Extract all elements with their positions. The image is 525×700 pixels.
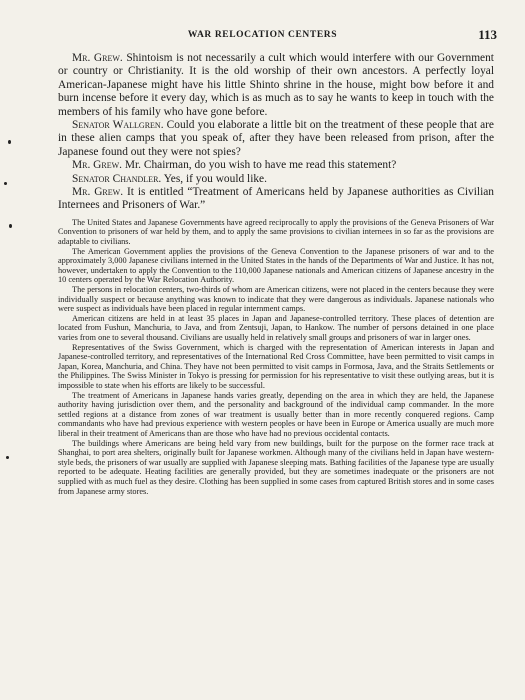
- statement-paragraph: The buildings where Americans are being held vary from new buildings, built for the purpose on the former race track at Shanghai, to port area shelters, originally built for Japanese workmen. Although many of the civilians held in Japan have western-style beds, the prisoners of war usually are supplied with Japanese sleeping mats. Bathing facilities of the Japanese type are usually reported to be adequate. Heating facilities are generally provided, but they are sometimes inadequate or the prisoners are not supplied with as much fuel as they desire. Clothing has been supplied in some cases from captured British stores and in some cases from Japanese army stores.: [58, 438, 494, 496]
- statement-paragraph: Representatives of the Swiss Government, which is charged with the representation of American interests in Japan and Japanese-controlled territory, and representatives of the International Red Cross Committee, have been permitted to visit camps in Japan, Korea, Manchuria, and China. They have not been permitted to visit camps in Formosa, Java, and the Straits Settlements or the Philippines. The Swiss Minister in Tokyo is pressing for permission for his representative to visit these outlying areas, but it is impossible to state when his efforts are likely to be successful.: [58, 342, 494, 390]
- testimony-text: Shintoism is not necessarily a cult which would interfere with our Government or country or Christianity. It is the old worship of their own ancestors. A perfectly loyal American-Japanese might have his little Shinto shrine in the house, might bow before it and burn incense before it every day, which is as much as to say he wants to keep in touch with the members of his family who have gone before.: [58, 52, 494, 118]
- body-text: [58, 52, 494, 496]
- margin-speck: [8, 140, 11, 144]
- margin-marks: [0, 0, 30, 700]
- speaker-name: Senator Wallgren.: [72, 119, 164, 132]
- speaker-name: Mr. Grew.: [72, 186, 124, 199]
- testimony-text: Could you elaborate a little bit on the treatment of these people that are in these alien camps that you speak of, after they have been released from prison, after the Japanese found out they were not spies?: [58, 119, 494, 158]
- testimony-text: Yes, if you would like.: [163, 172, 267, 185]
- speaker-name: Mr. Grew.: [72, 159, 123, 172]
- margin-speck: [4, 182, 7, 185]
- statement: [58, 218, 494, 496]
- testimony-paragraph: [58, 186, 494, 213]
- statement-paragraph: The persons in relocation centers, two-thirds of whom are American citizens, were not placed in the centers because they were individually suspect or because anything was known to indicate that they were dangerous as individuals. Japanese nationals who were suspect as individuals have been placed in regular internment camps.: [58, 285, 494, 314]
- testimony-text: It is entitled “Treatment of Americans held by Japanese authorities as Civilian Internees and Prisoners of War.”: [58, 186, 494, 212]
- testimony-paragraph: [58, 52, 494, 119]
- testimony: [58, 52, 494, 213]
- margin-speck: [9, 224, 12, 228]
- statement-paragraph: The American Government applies the provisions of the Geneva Convention to the Japanese prisoners of war and to the approximately 3,000 Japanese civilians interned in the United States in the hands of the Departments of War and Justice. It has not, however, undertaken to apply the Convention to the 110,000 Japanese nationals and American citizens of Japanese ancestry in the 10 centers operated by the War Relocation Authority.: [58, 246, 494, 285]
- statement-paragraph: The United States and Japanese Governments have agreed reciprocally to apply the provisions of the Geneva Prisoners of War Convention to prisoners of war held by them, and to apply the same provisions to civilian internees in so far as the provisions are adaptable to civilians.: [58, 217, 494, 247]
- page-number: 113: [478, 27, 497, 42]
- testimony-paragraph: [58, 173, 494, 186]
- testimony-text: Mr. Chairman, do you wish to have me read this statement?: [124, 159, 397, 172]
- running-head: [0, 27, 525, 46]
- speaker-name: Mr. Grew.: [72, 52, 123, 64]
- testimony-paragraph: [58, 119, 494, 159]
- running-title: WAR RELOCATION CENTERS: [187, 30, 338, 40]
- statement-paragraph: The treatment of Americans in Japanese hands varies greatly, depending on the area in which they are held, the Japanese authority having jurisdiction over them, and the personality and background of the individual camp commander. In the more settled regions at a distance from zones of war treatment is usually better than in more recently conquered regions. Camp commandants who have had previous experience with western peoples or have been in Europe or America usually are much more liberal in their treatment of Americans than are those who have had no previous occidental contacts.: [58, 390, 494, 438]
- statement-paragraph: American citizens are held in at least 35 places in Japan and Japanese-controlled territory. These places of detention are located from Fushun, Manchuria, to Java, and from Zentsuji, Japan, to Hankow. The number of persons detained in one place varies from one to several thousand. Civilians are usually held in relatively small groups and prisoners of war in larger ones.: [58, 313, 494, 342]
- speaker-name: Senator Chandler.: [72, 172, 162, 185]
- margin-speck: [6, 456, 9, 459]
- testimony-paragraph: [58, 159, 494, 172]
